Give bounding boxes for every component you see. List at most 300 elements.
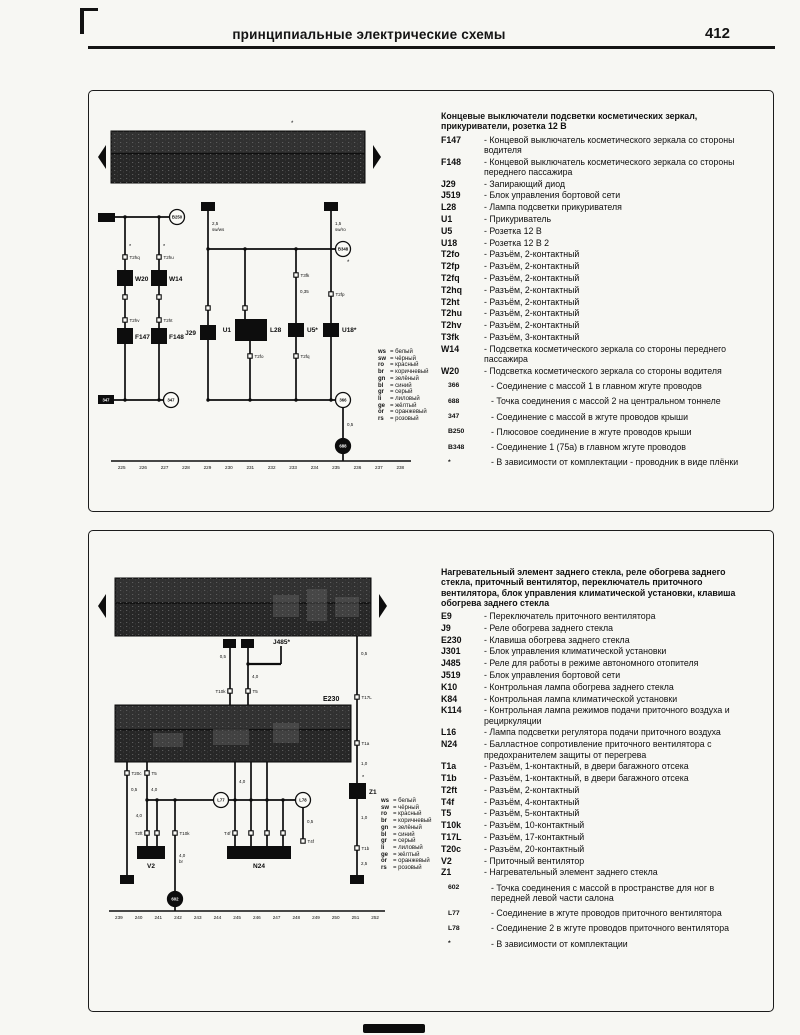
svg-text:225: 225 xyxy=(117,465,126,470)
legend-item-desc: - Разъём, 1-контактный, в двери багажного отсека xyxy=(484,773,689,784)
legend-item xyxy=(441,844,755,854)
wire-color-name: = чёрный xyxy=(390,355,416,362)
legend-section-1 xyxy=(441,111,755,469)
wire-color-code: ro xyxy=(378,362,384,369)
svg-text:235: 235 xyxy=(332,465,340,470)
svg-text:249: 249 xyxy=(312,915,320,920)
legend-item-desc: - Лампа подсветки регулятора подачи приточного воздуха xyxy=(484,727,721,738)
legend-item xyxy=(441,396,755,406)
legend-item xyxy=(441,705,755,726)
svg-text:T3fk: T3fk xyxy=(300,272,310,278)
svg-text:*: * xyxy=(163,244,166,250)
legend-item-code: U18 xyxy=(441,237,458,248)
wire-color-row xyxy=(378,416,438,423)
wire-color-row xyxy=(381,818,441,825)
legend-item xyxy=(441,226,755,236)
panel-rear-window-heater-circuit xyxy=(88,530,774,1012)
wire-color-code: sw xyxy=(381,804,390,811)
legend-item xyxy=(441,856,755,866)
page-number: 412 xyxy=(704,25,730,42)
wire-color-name: = розовый xyxy=(393,865,422,872)
legend-item-code: T5 xyxy=(441,808,452,819)
legend-item-desc: - Розетка 12 В xyxy=(484,225,542,236)
scan-artifact-bottom xyxy=(363,1024,425,1033)
wire-color-code: ws xyxy=(378,349,387,355)
legend-item-desc: - Разъём, 2-контактный xyxy=(484,784,580,795)
wire-color-code: li xyxy=(381,845,385,852)
svg-text:T17L: T17L xyxy=(361,694,372,700)
legend-item xyxy=(441,908,755,918)
legend-item-desc: - Разъём, 10-контактный xyxy=(484,820,585,831)
legend-item-code: F148 xyxy=(441,156,462,167)
svg-text:234: 234 xyxy=(310,465,319,470)
svg-text:T2fq: T2fq xyxy=(300,353,310,359)
svg-text:0,5: 0,5 xyxy=(361,651,368,656)
legend-item-desc: - Переключатель приточного вентилятора xyxy=(484,611,656,622)
svg-text:4,0: 4,0 xyxy=(239,779,246,784)
svg-text:228: 228 xyxy=(182,465,190,470)
svg-text:T2fp: T2fp xyxy=(335,291,345,297)
wire-color-code: rs xyxy=(381,865,387,872)
legend-item-code: T2hq xyxy=(441,284,463,295)
svg-text:1,0: 1,0 xyxy=(361,815,368,820)
svg-text:231: 231 xyxy=(246,465,255,470)
svg-text:T20c: T20c xyxy=(131,770,142,776)
legend-item xyxy=(441,285,755,295)
svg-text:J29: J29 xyxy=(185,330,196,337)
svg-text:*: * xyxy=(129,244,132,250)
svg-text:247: 247 xyxy=(272,915,281,920)
legend-item-desc: - Клавиша обогрева заднего стекла xyxy=(484,634,630,645)
wire-color-code: bl xyxy=(381,831,387,838)
wire-color-code: ro xyxy=(381,811,387,818)
svg-text:*: * xyxy=(347,260,350,266)
svg-text:236: 236 xyxy=(353,465,362,470)
svg-text:2,5: 2,5 xyxy=(212,221,219,226)
svg-text:sw/ws: sw/ws xyxy=(212,227,225,232)
panel-vanity-mirror-circuit xyxy=(88,90,774,512)
legend-item-desc: - Концевой выключатель косметического зеркала со стороны переднего пассажира xyxy=(484,156,735,177)
legend-item xyxy=(441,682,755,692)
svg-text:*: * xyxy=(291,121,294,127)
legend-item-desc: - Блок управления бортовой сети xyxy=(484,190,621,201)
legend-item-desc: - Подсветка косметического зеркала со стороны водителя xyxy=(484,365,722,376)
wire-color-name: = жёлтый xyxy=(390,402,417,409)
svg-text:4,0: 4,0 xyxy=(179,853,186,858)
legend-item xyxy=(441,157,755,178)
legend-item-code: V2 xyxy=(441,855,452,866)
svg-text:U18*: U18* xyxy=(342,327,357,334)
legend-item-code: T20c xyxy=(441,843,462,854)
wire-color-name: = коричневый xyxy=(393,818,432,825)
svg-text:sw/ro: sw/ro xyxy=(335,227,346,232)
legend-item-code: 366 xyxy=(448,382,460,390)
legend-item xyxy=(441,412,755,422)
legend-item xyxy=(441,214,755,224)
legend-item-desc: - Соединение 2 в жгуте проводов приточного вентилятора xyxy=(491,923,730,934)
svg-text:T4f: T4f xyxy=(307,838,315,844)
legend-item xyxy=(441,427,755,437)
wire-color-name: = белый xyxy=(393,798,416,804)
svg-text:br: br xyxy=(179,859,184,864)
legend-item xyxy=(441,623,755,633)
svg-text:T10k: T10k xyxy=(215,688,226,694)
svg-text:U1: U1 xyxy=(222,327,231,334)
legend-item xyxy=(441,867,755,877)
legend-item-code: K10 xyxy=(441,681,458,692)
wire-color-name: = оранжевый xyxy=(393,858,430,865)
wire-color-name: = лиловый xyxy=(393,845,423,852)
wiring-diagram-1 xyxy=(95,101,425,479)
svg-text:W20: W20 xyxy=(135,276,149,283)
wire-color-code: gn xyxy=(378,375,386,382)
legend-item-code: 602 xyxy=(448,884,460,892)
svg-text:F148: F148 xyxy=(169,334,184,341)
svg-text:T2ht: T2ht xyxy=(163,317,173,323)
legend-item xyxy=(441,332,755,342)
legend-item-desc: - Разъём, 2-контактный xyxy=(484,284,580,295)
legend-item-code: J485 xyxy=(441,658,461,669)
legend-item xyxy=(441,381,755,391)
svg-text:Z1: Z1 xyxy=(369,789,377,796)
wire-color-name: = зелёный xyxy=(390,375,419,382)
legend-item-code: N24 xyxy=(441,739,458,750)
legend-item xyxy=(441,344,755,365)
legend-item-desc: - Нагревательный элемент заднего стекла xyxy=(484,867,658,878)
legend-item-desc: - Точка соединения с массой в пространстве для ног в передней левой части салона xyxy=(491,882,715,903)
wire-color-row xyxy=(381,798,441,805)
legend-item xyxy=(441,797,755,807)
wire-color-name: = синий xyxy=(390,382,412,389)
legend-item xyxy=(441,238,755,248)
legend-items xyxy=(441,611,755,949)
wiring-diagram-2 xyxy=(95,545,395,925)
svg-text:4,0: 4,0 xyxy=(151,787,158,792)
svg-text:238: 238 xyxy=(396,465,405,470)
legend-item xyxy=(441,646,755,656)
svg-text:242: 242 xyxy=(174,915,182,920)
svg-text:U5*: U5* xyxy=(307,327,318,334)
wire-color-name: = красный xyxy=(390,362,419,369)
wire-color-name: = жёлтый xyxy=(393,851,420,858)
svg-text:0,5: 0,5 xyxy=(307,819,314,824)
legend-item-code: * xyxy=(448,458,451,466)
wire-color-code: ge xyxy=(381,851,389,858)
legend-item xyxy=(441,457,755,467)
wire-color-name: = серый xyxy=(390,389,413,396)
legend-item xyxy=(441,808,755,818)
svg-text:L78: L78 xyxy=(299,797,307,803)
legend-item-code: J29 xyxy=(441,178,456,189)
svg-text:0,35: 0,35 xyxy=(300,289,309,294)
legend-item-desc: - Контрольная лампа режимов подачи приточного воздуха и рециркуляции xyxy=(484,705,730,726)
svg-text:V2: V2 xyxy=(147,863,155,870)
svg-text:1,5: 1,5 xyxy=(335,221,342,226)
wire-color-name: = чёрный xyxy=(393,804,419,811)
wire-color-code: sw xyxy=(378,355,387,362)
legend-item-code: * xyxy=(448,940,451,948)
legend-item-code: L78 xyxy=(448,924,460,932)
legend-item xyxy=(441,190,755,200)
svg-text:244: 244 xyxy=(213,915,222,920)
legend-item xyxy=(441,273,755,283)
wire-color-row xyxy=(378,369,438,376)
legend-item-desc: - Соединение с массой в жгуте проводов крыши xyxy=(491,411,689,422)
legend-item-code: J9 xyxy=(441,622,451,633)
wire-color-name: = зелёный xyxy=(393,824,422,831)
wire-color-row xyxy=(381,845,441,852)
legend-item-desc: - Концевой выключатель косметического зеркала со стороны водителя xyxy=(484,134,735,155)
legend-item-code: 347 xyxy=(448,413,460,421)
legend-item-code: J301 xyxy=(441,646,461,657)
wire-color-name: = красный xyxy=(393,811,422,818)
legend-item xyxy=(441,249,755,259)
legend-item-desc: - Разъём, 2-контактный xyxy=(484,308,580,319)
legend-item-desc: - Запирающий диод xyxy=(484,178,566,189)
wire-color-code: bl xyxy=(378,382,384,389)
svg-text:J485*: J485* xyxy=(273,639,290,646)
wire-color-code: ge xyxy=(378,402,386,409)
legend-item-code: T2ht xyxy=(441,296,460,307)
legend-item-desc: - Разъём, 2-контактный xyxy=(484,320,580,331)
svg-text:347: 347 xyxy=(102,397,110,403)
wire-color-code: or xyxy=(378,409,384,416)
svg-text:0,5: 0,5 xyxy=(131,787,138,792)
legend-item-desc: - Соединение с массой 1 в главном жгуте проводов xyxy=(491,380,702,391)
legend-item-code: Z1 xyxy=(441,867,452,878)
legend-item xyxy=(441,179,755,189)
legend-item xyxy=(441,883,755,904)
legend-item-desc: - В зависимости от комплектации - проводник в виде плёнки xyxy=(491,457,739,468)
svg-text:229: 229 xyxy=(203,465,212,470)
legend-item-desc: - Прикуриватель xyxy=(484,214,552,225)
svg-text:T5: T5 xyxy=(151,770,157,776)
legend-item-desc: - Разъём, 1-контактный, в двери багажного отсека xyxy=(484,761,689,772)
legend-item-desc: - Разъём, 2-контактный xyxy=(484,249,580,260)
legend-item xyxy=(441,923,755,933)
svg-text:N24: N24 xyxy=(253,863,265,870)
legend-item-code: L77 xyxy=(448,909,460,917)
svg-text:B250: B250 xyxy=(171,214,183,220)
svg-text:239: 239 xyxy=(115,915,123,920)
svg-text:T10k: T10k xyxy=(179,830,190,836)
legend-item-desc: - Разъём, 20-контактный xyxy=(484,843,585,854)
legend-item xyxy=(441,761,755,771)
svg-text:252: 252 xyxy=(371,915,379,920)
legend-item-code: W20 xyxy=(441,365,460,376)
legend-item-desc: - Разъём, 3-контактный xyxy=(484,331,580,342)
page-title: принципиальные электрические схемы xyxy=(232,27,506,42)
svg-text:4,0: 4,0 xyxy=(135,813,142,818)
legend-item-desc: - Контрольная лампа обогрева заднего стекла xyxy=(484,681,674,692)
svg-text:688: 688 xyxy=(339,443,347,449)
legend-item-desc: - Балластное сопротивление приточного вентилятора с предохранителем защиты от перегрева xyxy=(484,739,712,760)
wire-color-code: or xyxy=(381,858,387,865)
legend-item xyxy=(441,670,755,680)
svg-text:L28: L28 xyxy=(270,327,282,334)
legend-item-code: B250 xyxy=(448,428,465,436)
wire-color-name: = розовый xyxy=(390,416,419,423)
legend-item-code: B348 xyxy=(448,443,465,451)
svg-text:W14: W14 xyxy=(169,276,183,283)
legend-title: Нагревательный элемент заднего стекла, реле обогрева заднего стекла, приточный вентилятор, переключатель приточного вентилятора, блок управления климатической установки, клавиша обогрева заднего стекла xyxy=(441,567,736,608)
legend-item-code: T1a xyxy=(441,761,457,772)
legend-item-desc: - Соединение в жгуте проводов приточного вентилятора xyxy=(491,908,722,919)
svg-text:602: 602 xyxy=(171,896,179,902)
legend-item-code: T2ft xyxy=(441,784,458,795)
legend-item-desc: - Реле для работы в режиме автономного отопителя xyxy=(484,658,699,669)
wire-color-code: gn xyxy=(381,824,389,831)
legend-item-code: K84 xyxy=(441,693,458,704)
svg-text:227: 227 xyxy=(160,465,169,470)
legend-item-code: 688 xyxy=(448,397,460,405)
legend-item-desc: - Разъём, 5-контактный xyxy=(484,808,580,819)
wire-color-code: rs xyxy=(378,416,384,423)
legend-item xyxy=(441,366,755,376)
svg-text:T1b: T1b xyxy=(361,845,370,851)
legend-item-code: E230 xyxy=(441,634,462,645)
legend-item-desc: - Подсветка косметического зеркала со стороны переднего пассажира xyxy=(484,343,727,364)
legend-item-desc: - Разъём, 2-контактный xyxy=(484,261,580,272)
svg-text:230: 230 xyxy=(225,465,233,470)
wire-color-name: = лиловый xyxy=(390,396,420,403)
legend-item-desc: - Точка соединения с массой 2 на центральном тоннеле xyxy=(491,396,721,407)
legend-item-desc: - Разъём, 17-контактный xyxy=(484,831,585,842)
legend-item xyxy=(441,773,755,783)
wire-color-code: ws xyxy=(381,798,390,804)
legend-item-desc: - Контрольная лампа климатической установки xyxy=(484,693,678,704)
legend-item xyxy=(441,611,755,621)
legend-item-code: T2fq xyxy=(441,272,460,283)
wire-color-row xyxy=(378,349,438,356)
svg-text:B348: B348 xyxy=(337,246,349,252)
svg-text:T1a: T1a xyxy=(361,740,370,746)
svg-text:241: 241 xyxy=(154,915,163,920)
svg-text:T2fo: T2fo xyxy=(254,353,264,359)
svg-text:T2hu: T2hu xyxy=(163,254,174,260)
legend-title: Концевые выключатели подсветки косметических зеркал, прикуриватели, розетка 12 В xyxy=(441,111,698,132)
legend-item xyxy=(441,727,755,737)
wire-color-row xyxy=(378,376,438,383)
svg-text:T4f: T4f xyxy=(223,830,231,836)
legend-item-desc: - Разъём, 2-контактный xyxy=(484,272,580,283)
legend-item-code: T3fk xyxy=(441,331,460,342)
legend-item-desc: - Реле обогрева заднего стекла xyxy=(484,622,614,633)
legend-item-code: J519 xyxy=(441,190,461,201)
legend-item-code: J519 xyxy=(441,670,461,681)
svg-text:2,5: 2,5 xyxy=(361,861,368,866)
legend-item xyxy=(441,939,755,949)
legend-item-desc: - Приточный вентилятор xyxy=(484,855,585,866)
wire-color-name: = белый xyxy=(390,349,413,355)
svg-text:F147: F147 xyxy=(135,334,150,341)
svg-text:233: 233 xyxy=(289,465,297,470)
legend-item-desc: - Блок управления климатической установки xyxy=(484,646,667,657)
svg-text:L77: L77 xyxy=(217,797,225,803)
svg-text:366: 366 xyxy=(339,397,347,403)
svg-text:232: 232 xyxy=(267,465,276,470)
svg-text:T5: T5 xyxy=(252,688,258,694)
wire-color-row xyxy=(381,825,441,832)
svg-text:246: 246 xyxy=(253,915,261,920)
legend-item-desc: - Соединение 1 (75а) в главном жгуте проводов xyxy=(491,442,686,453)
svg-text:T2hv: T2hv xyxy=(129,317,140,323)
wire-color-code: li xyxy=(378,396,382,403)
wire-color-code: br xyxy=(378,369,384,376)
legend-item-desc: - Плюсовое соединение в жгуте проводов крыши xyxy=(491,426,692,437)
wire-color-legend-1 xyxy=(378,349,438,423)
legend-item xyxy=(441,297,755,307)
legend-item-code: L28 xyxy=(441,202,457,213)
legend-item xyxy=(441,308,755,318)
wire-color-name: = оранжевый xyxy=(390,409,427,416)
legend-item xyxy=(441,135,755,156)
legend-item xyxy=(441,442,755,452)
page-header xyxy=(88,14,775,49)
legend-item-desc: - Разъём, 2-контактный xyxy=(484,296,580,307)
legend-item xyxy=(441,820,755,830)
wire-color-name: = синий xyxy=(393,831,415,838)
svg-text:226: 226 xyxy=(139,465,147,470)
wire-color-row xyxy=(381,865,441,872)
wire-color-row xyxy=(378,396,438,403)
svg-text:1,0: 1,0 xyxy=(361,761,368,766)
legend-item-code: U1 xyxy=(441,214,453,225)
legend-item xyxy=(441,320,755,330)
svg-text:243: 243 xyxy=(193,915,202,920)
legend-item-code: T4f xyxy=(441,796,455,807)
scan-artifact-top-left-2 xyxy=(80,8,98,11)
svg-text:237: 237 xyxy=(375,465,383,470)
scan-artifact-top-left xyxy=(80,8,84,34)
legend-item-code: T17L xyxy=(441,831,462,842)
svg-text:*: * xyxy=(362,775,365,781)
legend-item-code: T10k xyxy=(441,820,462,831)
legend-section-2 xyxy=(441,567,755,951)
legend-item-code: T2hu xyxy=(441,308,463,319)
legend-item xyxy=(441,694,755,704)
legend-item-desc: - В зависимости от комплектации xyxy=(491,938,628,949)
svg-text:4,0: 4,0 xyxy=(252,674,259,679)
svg-text:240: 240 xyxy=(134,915,143,920)
legend-item xyxy=(441,261,755,271)
svg-text:T2hq: T2hq xyxy=(129,254,140,260)
svg-text:T2ft: T2ft xyxy=(134,830,143,836)
legend-item-code: U5 xyxy=(441,225,453,236)
svg-text:347: 347 xyxy=(167,397,175,403)
svg-text:0,5: 0,5 xyxy=(347,422,354,427)
legend-item-desc: - Розетка 12 В 2 xyxy=(484,237,550,248)
legend-item-code: K114 xyxy=(441,705,462,716)
wire-color-code: br xyxy=(381,818,387,825)
wire-color-code: gr xyxy=(381,838,387,845)
legend-item xyxy=(441,739,755,760)
wire-color-name: = серый xyxy=(393,838,416,845)
legend-item-code: T2fo xyxy=(441,249,460,260)
legend-item xyxy=(441,658,755,668)
legend-item xyxy=(441,635,755,645)
wire-color-code: gr xyxy=(378,389,384,396)
legend-item-code: L16 xyxy=(441,727,457,738)
legend-item-code: E9 xyxy=(441,611,452,622)
wire-color-name: = коричневый xyxy=(390,369,429,376)
legend-item xyxy=(441,785,755,795)
svg-text:245: 245 xyxy=(233,915,241,920)
legend-item-code: T2fp xyxy=(441,261,460,272)
legend-item-code: T1b xyxy=(441,773,457,784)
legend-item-desc: - Разъём, 4-контактный xyxy=(484,796,580,807)
legend-item-code: F147 xyxy=(441,134,462,145)
